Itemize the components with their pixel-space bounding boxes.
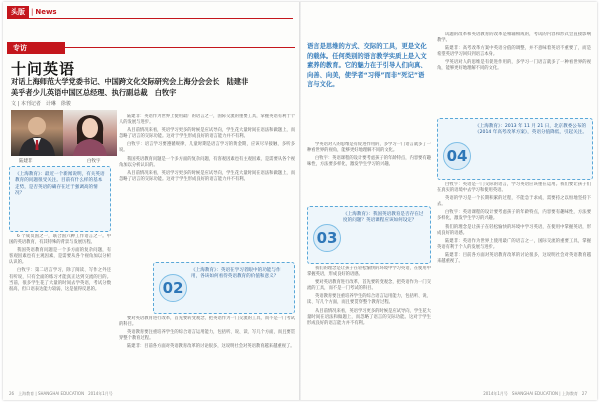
body-column-4	[437, 32, 591, 116]
page-gutter	[299, 2, 301, 400]
page-number-right: 27	[581, 391, 587, 396]
footer-left	[9, 391, 117, 397]
body-column-2b	[119, 316, 295, 386]
footer-right	[483, 391, 591, 397]
question-text-04: 《上海教育》：2013 年 11 月 21 日，北京教委公布的《2014 年高考改革方案》，英语分值降低，引起关注。	[475, 124, 587, 136]
body-column-3	[307, 142, 431, 202]
paragraph: 从目前情况来看，英语学习更多的时候是应试导向，学生花大量时间在语法和做题上，而忽略了语言的交际功能。这对于学生形成良好的语言能力并不有利。	[307, 308, 431, 326]
section-header	[7, 6, 57, 18]
paragraph: 白牧宇：英语课程的设计要考虑孩子的年龄特点，内容要有趣味性，方法要多样化，激发学生学习的兴趣。	[307, 156, 431, 168]
body-column-2	[119, 114, 295, 264]
question-text-01: 《上海教育》：最近一个新闻说明，有关英语教育的问题很受关注。目前有什么样的基本走势，是否英语的确存在过于强调高的情况？	[15, 172, 105, 196]
body-column-4b	[437, 182, 591, 386]
paragraph: 我国英语教育问题是一个多方面的复杂问题，有客观因素也有主观因素，是需要从各个视角加以分析认识的。	[9, 248, 111, 266]
magazine-spread	[3, 2, 597, 400]
paragraph: 我们的理念是让孩子在轻松愉快的环境中学习英语，在使用中掌握英语，形成良好的语感。	[307, 266, 431, 278]
question-number-03: 03	[313, 224, 341, 252]
footer-date-left: 2014年1月号	[88, 391, 113, 396]
paragraph: 学英语对人的思维是有促进作用的，多学习一门语言就多了一种看世界的视角，能够更好地理解不同的文化。	[437, 60, 591, 72]
footer-publication-left: 上海教育 | SHANGHAI EDUCATION	[18, 391, 85, 396]
paragraph: 英语教育要注重培养学生的综合语言运用能力，包括听、说、读、写几个方面，而且要贯穿整个教育过程。	[119, 330, 295, 342]
paragraph: 从目前情况来看，英语学习更多的时候是应试导向，学生花大量时间在语法和做题上，而忽略了语言的交际功能。这对于学生形成良好的语言能力并不有利。	[119, 170, 295, 182]
page-number-left: 26	[9, 391, 15, 396]
pull-quote: 语言是思维的方式、交际的工具，更是文化的载体。任何类别的语言教学实质上是入文素养的教育。它的魅力在于引导人们向真、向善、向美，使学者“习得”而非“死记”语言与文化。	[307, 43, 427, 88]
banner-rule	[65, 47, 295, 48]
footer-publication-right: SHANGHAI EDUCATION | 上海教育	[511, 391, 578, 396]
paragraph: 我国英语教育问题是一个多方面的复杂问题，有客观因素也有主观因素，是需要从各个视角加以分析认识的。	[119, 156, 295, 168]
header-separator: |	[31, 8, 34, 16]
paragraph: 英语的学习是一个长期积累的过程，不能急于求成，需要持之以恒地坚持下去。	[437, 196, 591, 208]
body-column-1	[9, 234, 111, 384]
header-rule	[7, 18, 293, 19]
paragraph: 陆建非：高考改革方案中英语分值的调整，并不意味着英语不重要了，而是希望英语学习回归到语言本身。	[437, 46, 591, 58]
question-text-03: 《上海教育》：我国英语教育是否存在过度的问题？英语课程应该如何设定？	[343, 212, 424, 224]
subtitle-line-1: 对话上海师范大学党委书记、中国跨文化交际研究会上海分会会长 陆建非	[11, 77, 249, 86]
paragraph: 陆建非：目前各方面对英语教育改革的讨论很多，这说明社会对英语教育越来越重视了。	[437, 252, 591, 265]
question-number-04: 04	[443, 142, 471, 170]
paragraph: 我们的理念是让孩子在轻松愉快的环境中学习英语，在使用中掌握英语，形成良好的语感。	[437, 224, 591, 236]
header-tab: 头版	[7, 6, 29, 18]
paragraph: 白牧宇：英语课程的设计要考虑孩子的年龄特点，内容要有趣味性，方法要多样化，激发学生学习的兴趣。	[437, 210, 591, 222]
paragraph: 要对英语教育进行改革，首先要转变观念，把英语作为一门交流的工具，而不是一门考试的科目。	[119, 316, 295, 328]
paragraph: 英语教育要注重培养学生的综合语言运用能力，包括听、说、读、写几个方面，而且要贯穿整个教育过程。	[307, 294, 431, 306]
question-text-02: 《上海教育》：英语在学习者眼中的功能与作用，各该如何看待英语教育的价值和意义？	[191, 268, 281, 280]
header-section: News	[35, 8, 57, 16]
paragraph: 陆建非：英语作为世界上使用最广的语言之一，国际交流的重要工具，掌握英语有利于个人的发展与进步。	[119, 114, 295, 126]
paragraph: 白牧宇：英语是一门交际的语言，学习英语应该重在运用。我们要让孩子们在真实的语境中去学习和使用英语。	[437, 182, 591, 194]
footer-date-right: 2014年1月号	[483, 391, 508, 396]
paragraph: 6 个成员国之一，联合国六种工作语言之一。中国的英语教育，有其特殊的背景与发展历程。	[9, 234, 111, 246]
article-title: 十问英语	[11, 60, 76, 78]
paragraph: 试题的改革和英语教育的改革是相辅相成的，考试的内容和形式会直接影响教学。	[437, 32, 591, 44]
photo-caption-left: 陆建非	[19, 159, 33, 164]
paragraph: 要对英语教育进行改革，首先要转变观念，把英语作为一门交流的工具，而不是一门考试的科目。	[307, 280, 431, 292]
paragraph: 学英语对人的思维是有促进作用的，多学习一门语言就多了一种看世界的视角，能够更好地理解不同的文化。	[307, 142, 431, 154]
photo-caption-right: 白牧宇	[87, 159, 101, 164]
photo-lu-jianfei	[11, 110, 63, 156]
photo-bai-muyu	[63, 110, 117, 156]
paragraph: 陆建非：英语作为世界上使用最广的语言之一，国际交流的重要工具，掌握英语有利于个人的发展与进步。	[437, 238, 591, 250]
paragraph: 从目前情况来看，英语学习更多的时候是应试导向，学生花大量时间在语法和做题上，而忽略了语言的交际功能。这对于学生形成良好的语言能力并不有利。	[119, 128, 295, 140]
subtitle-line-2: 美乎者少儿英语中国区总经理、执行副总裁 白牧宇	[11, 88, 177, 97]
byline: 文 | 本刊记者 计琳 徐骏	[11, 101, 71, 107]
question-number-02: 02	[159, 274, 187, 302]
paragraph: 白牧宇：第二语言学习，除了阅读、写作之外还有听说，只有全面的练习才能真正达到交流的目的。当前，很多学生花了大量的时间去学英语，考试分数很高，但口语表达能力较弱，这是值得反思的。	[9, 268, 111, 292]
body-column-3b	[307, 266, 431, 386]
paragraph: 白牧宇：语言学习要遵循规律，儿童时期是语言学习的黄金期，应该尽早接触、多听多说。	[119, 142, 295, 154]
interview-banner: 专访	[7, 42, 65, 54]
article-subtitle	[11, 76, 293, 98]
paragraph: 陆建非：目前各方面对英语教育改革的讨论很多，这说明社会对英语教育越来越重视了。	[127, 344, 295, 350]
